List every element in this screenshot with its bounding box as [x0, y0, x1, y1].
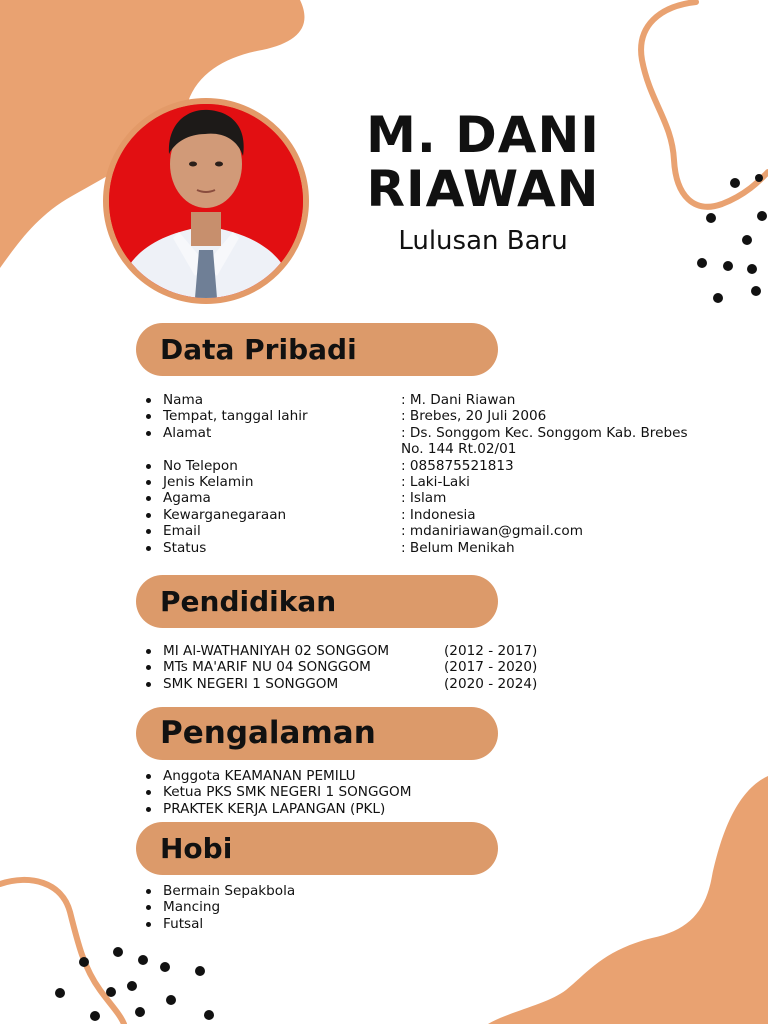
- list-item: [142, 540, 701, 556]
- field-value: : Indonesia: [401, 506, 476, 523]
- top-right-outline-blob: [641, 2, 768, 207]
- field-value: : Ds. Songgom Kec. Songgom Kab. Brebes: [401, 424, 688, 441]
- list-item: [142, 643, 537, 659]
- experience-list: [142, 768, 411, 817]
- list-item: PRAKTEK KERJA LAPANGAN (PKL): [142, 801, 411, 817]
- field-value: : M. Dani Riawan: [401, 392, 516, 408]
- list-item: [142, 458, 701, 474]
- section-title-experience: Pengalaman: [160, 715, 376, 751]
- top-right-dots: [697, 174, 767, 303]
- list-item: Anggota KEAMANAN PEMILU: [142, 768, 411, 784]
- list-item: [142, 392, 701, 408]
- field-value: : Belum Menikah: [401, 539, 515, 556]
- section-header-education: [136, 575, 498, 628]
- school-years: (2012 - 2017): [444, 643, 538, 659]
- list-item: [142, 490, 701, 506]
- school-name: MI Al-WATHANIYAH 02 SONGGOM: [163, 643, 390, 659]
- field-label: Kewarganegaraan: [163, 506, 287, 523]
- field-value: : Islam: [401, 490, 447, 507]
- section-header-experience: [136, 707, 498, 760]
- field-value-continued: No. 144 Rt.02/01: [401, 441, 517, 458]
- section-title-education: Pendidikan: [160, 585, 337, 618]
- field-label: Tempat, tanggal lahir: [163, 408, 308, 425]
- field-value: : Brebes, 20 Juli 2006: [401, 408, 547, 425]
- hobbies-list: [142, 883, 295, 932]
- name-line-2: RIAWAN: [366, 160, 600, 218]
- section-header-hobbies: [136, 822, 498, 875]
- field-label: Agama: [163, 490, 211, 507]
- personal-data-list: [142, 392, 701, 556]
- section-title-hobbies: Hobi: [160, 832, 233, 865]
- list-item: Futsal: [142, 916, 295, 932]
- section-header-personal: [136, 323, 498, 376]
- list-item: [142, 507, 701, 523]
- field-label: Email: [163, 523, 201, 540]
- field-label: Status: [163, 539, 207, 556]
- education-list: [142, 643, 537, 692]
- field-label: Nama: [163, 392, 204, 408]
- bottom-right-blob: [488, 776, 768, 1024]
- field-label: Alamat: [163, 424, 212, 441]
- school-years: (2020 - 2024): [444, 675, 538, 692]
- bottom-left-outline-blob: [0, 880, 124, 1024]
- list-item: Mancing: [142, 899, 295, 915]
- field-value: : mdaniriawan@gmail.com: [401, 523, 583, 540]
- list-item: [142, 659, 537, 675]
- field-label: No Telepon: [163, 457, 238, 474]
- list-item: [142, 408, 701, 424]
- bottom-left-dots: [55, 947, 214, 1021]
- list-item: [142, 676, 537, 692]
- list-item: [142, 425, 701, 458]
- list-item: Ketua PKS SMK NEGERI 1 SONGGOM: [142, 784, 411, 800]
- list-item: Bermain Sepakbola: [142, 883, 295, 899]
- name-line-1: M. DANI: [366, 106, 600, 164]
- profile-photo: [103, 98, 309, 304]
- portrait-image: [109, 104, 303, 298]
- school-name: SMK NEGERI 1 SONGGOM: [163, 675, 339, 692]
- list-item: [142, 523, 701, 539]
- page-title: [340, 108, 626, 216]
- field-label: Jenis Kelamin: [163, 474, 254, 491]
- field-value: : Laki-Laki: [401, 474, 470, 491]
- job-subtitle: Lulusan Baru: [398, 226, 568, 256]
- list-item: [142, 474, 701, 490]
- field-value: : 085875521813: [401, 457, 514, 474]
- school-years: (2017 - 2020): [444, 659, 538, 676]
- section-title-personal: Data Pribadi: [160, 333, 357, 366]
- school-name: MTs MA'ARIF NU 04 SONGGOM: [163, 659, 371, 676]
